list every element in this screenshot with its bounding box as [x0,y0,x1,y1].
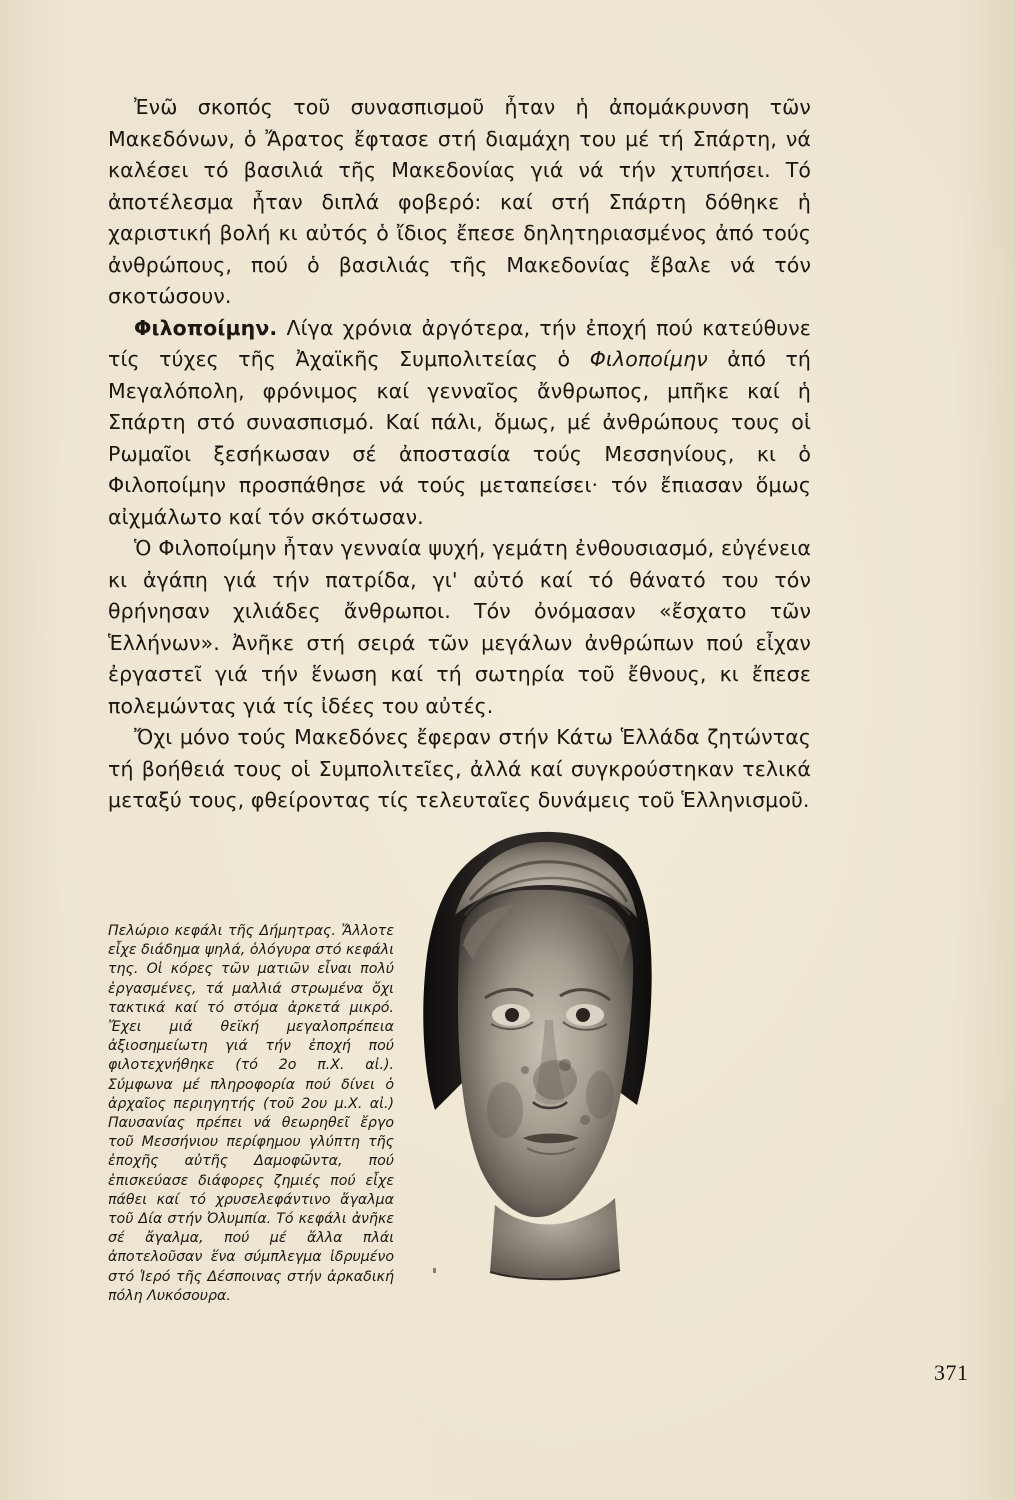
paragraph-2-lead: Φιλοποίμην. [134,315,278,340]
paragraph-2 [108,313,811,534]
paragraph-4: Ὄχι μόνο τούς Μακεδόνες ἔφεραν στήν Κάτω Ἑλλάδα ζητώντας τή βοήθειά τους οἱ Συμπολιτεῖες, ἀλλά καί συγκρούστηκαν τελικά μεταξύ τους, φθείροντας τίς τελευταῖες δυνάμεις τοῦ Ἑλληνισμοῦ. [108,725,811,812]
page-number: 371 [934,1360,969,1385]
paragraph-3: Ὁ Φιλοποίμην ἦταν γενναία ψυχή, γεμάτη ἐνθουσιασμό, εὐγένεια κι ἀγάπη γιά τήν πατρίδα, γι' αὐτό καί τό θάνατό του τόν θρήνησαν χιλιάδες ἄνθρωποι. Τόν ὀνόμασαν «ἔσχατο τῶν Ἑλλήνων». Ἀνῆκε στή σειρά τῶν μεγάλων ἀνθρώπων πού εἶχαν ἐργαστεῖ γιά τήν ἕνωση καί τή σωτηρία τοῦ ἔθνους, κι ἔπεσε πολεμώντας γιά τίς ἰδέες του αὐτές. [108,536,811,718]
demeter-head-photo [415,820,655,1290]
body-text [108,92,811,817]
paragraph-2-emphasis: Φιλοποίμην [589,347,708,371]
paragraph-2-before: Λίγα χρόνια ἀργότερα, τήν ἐποχή πού κατεύθυνε τίς τύχες τῆς Ἀχαϊκῆς Συμπολιτείας ὁ [108,315,811,371]
paragraph-2-after: ἀπό τή Μεγαλόπολη, φρόνιμος καί γενναῖος ἄνθρωπος, μπῆκε καί ἡ Σπάρτη στό συνασπισμό. Καί πάλι, ὅμως, μέ ἀνθρώπους τους οἱ Ρωμαῖοι ξεσήκωσαν σέ ἀποστασία τούς Μεσσηνίους, κι ὁ Φιλοποίμην προσπάθησε νά τούς μεταπείσει· τόν ἔπιασαν ὅμως αἰχμάλωτο καί τόν σκότωσαν. [108,347,812,529]
paragraph-1: Ἐνῶ σκοπός τοῦ συνασπισμοῦ ἦταν ἡ ἀπομάκρυνση τῶν Μακεδόνων, ὁ Ἄρατος ἔφτασε στή διαμάχη του μέ τή Σπάρτη, νά καλέσει τό βασιλιά τῆς Μακεδονίας γιά νά τήν χτυπήσει. Τό ἀποτέλεσμα ἦταν διπλά φοβερό: καί στή Σπάρτη δόθηκε ἡ χαριστική βολή κι αὐτός ὁ ἴδιος ἔπεσε δηλητηριασμένος ἀπό τούς ἀνθρώπους, πού ὁ βασιλιάς τῆς Μακεδονίας ἔβαλε νά τόν σκοτώσουν. [108,95,811,308]
photo-caption: Πελώριο κεφάλι τῆς Δήμητρας. Ἄλλοτε εἶχε διάδημα ψηλά, ὁλόγυρα στό κεφάλι της. Οἱ κόρες τῶν ματιῶν εἶναι πολύ ἐργασμένες, τά μαλλιά στρωμένα ὄχι τακτικά καί τό στόμα ἀρκετά μικρό. Ἔχει μιά θεϊκή μεγαλοπρέπεια ἀξιοσημείωτη γιά τήν ἐποχή πού φιλοτεχνήθηκε (τό 2ο π.Χ. αἰ.). Σύμφωνα μέ πληροφορία πού δίνει ὁ ἀρχαῖος περιηγητής (τοῦ 2ου μ.Χ. αἰ.) Παυσανίας πρέπει νά θεωρηθεῖ ἔργο τοῦ Μεσσήνιου περίφημου γλύπτη τῆς ἐποχῆς αὐτῆς Δαμοφῶντα, πού ἐπισκεύασε διάφορες ζημιές πού εἶχε πάθει καί τό χρυσελεφάντινο ἄγαλμα τοῦ Δία στήν Ὀλυμπία. Τό κεφάλι ἀνῆκε σέ ἄγαλμα, πού μέ ἄλλα πλάι ἀποτελοῦσαν ἕνα σύμπλεγμα ἱδρυμένο στό Ἱερό τῆς Δέσποινας στήν ἀρκαδική πόλη Λυκόσουρα. [108,923,394,1304]
